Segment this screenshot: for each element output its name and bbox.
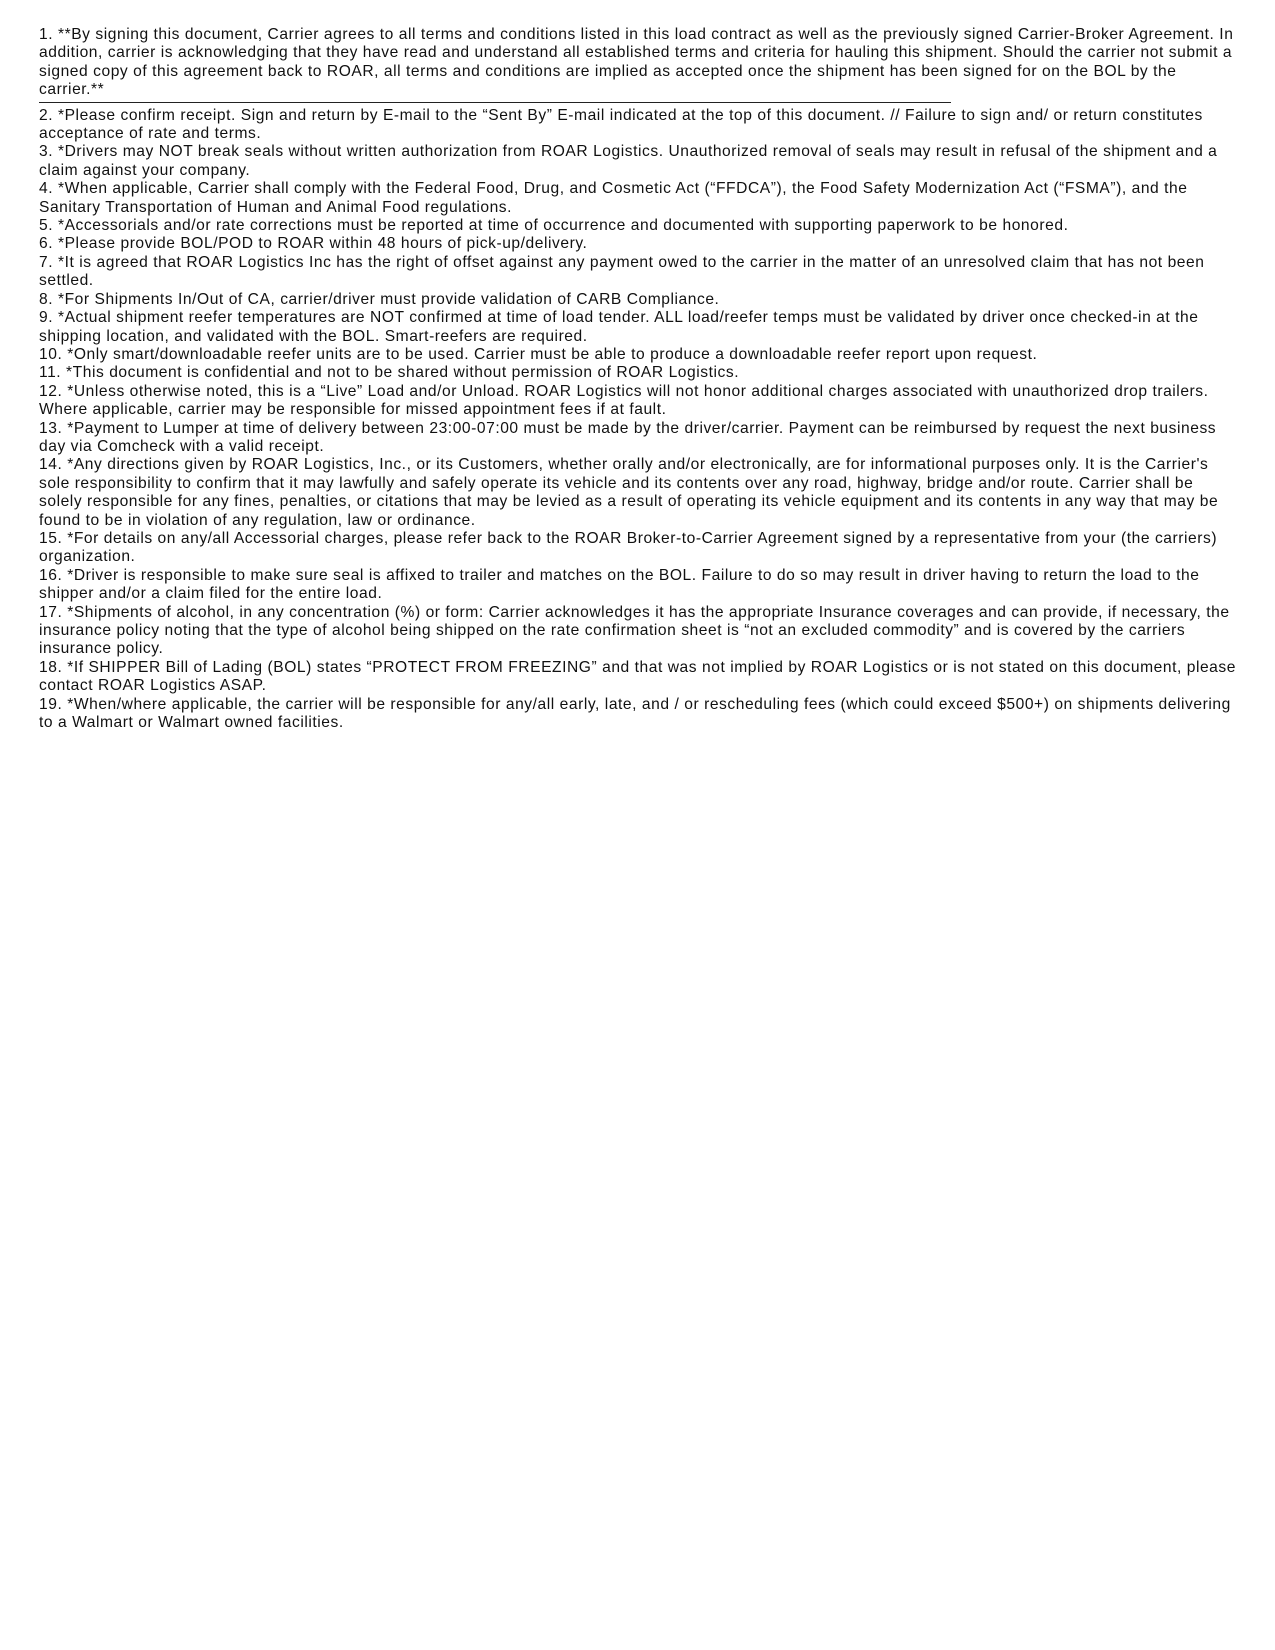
term-13: 13. *Payment to Lumper at time of delivery between 23:00-07:00 must be made by the driver/carrier. Payment can be reimbursed by request the next business day via Comcheck with a valid receipt. xyxy=(39,419,1217,455)
term-18: 18. *If SHIPPER Bill of Lading (BOL) states “PROTECT FROM FREEZING” and that was not implied by ROAR Logistics or is not stated on this document, please contact ROAR Logistics ASAP. xyxy=(39,658,1236,695)
signature-line xyxy=(39,102,951,103)
term-1: 1. **By signing this document, Carrier agrees to all terms and conditions listed in this load contract as well as the previously signed Carrier-Broker Agreement. In addition, carrier is acknowledging that they have read and understand all established terms and criteria for hauling this shipment. Should the carrier not submit a signed copy of this agreement back to ROAR, all terms and conditions are implied as accepted once the shipment has been signed for on the BOL by the carrier.** xyxy=(39,26,1234,99)
term-8: 8. *For Shipments In/Out of CA, carrier/driver must provide validation of CARB Compliance. xyxy=(39,290,720,308)
term-4: 4. *When applicable, Carrier shall comply with the Federal Food, Drug, and Cosmetic Act (“FFDCA”), the Food Safety Modernization Act (“FSMA”), and the Sanitary Transportation of Human and Animal Food regulations. xyxy=(39,180,1188,216)
term-6: 6. *Please provide BOL/POD to ROAR within 48 hours of pick-up/delivery. xyxy=(39,235,588,253)
term-19: 19. *When/where applicable, the carrier will be responsible for any/all early, late, and / or rescheduling fees (which could exceed $500+) on shipments delivering to a Walmart or Walmart owned facilities. xyxy=(39,695,1231,732)
term-12: 12. *Unless otherwise noted, this is a “Live” Load and/or Unload. ROAR Logistics will not honor additional charges associated with unauthorized drop trailers. Where applicable, carrier may be responsible for missed appointment fees if at fault. xyxy=(39,382,1209,419)
term-7: 7. *It is agreed that ROAR Logistics Inc has the right of offset against any payment owed to the carrier in the matter of an unresolved claim that has not been settled. xyxy=(39,253,1205,290)
term-10: 10. *Only smart/downloadable reefer units are to be used. Carrier must be able to produce a downloadable reefer report upon request. xyxy=(39,345,1038,363)
term-3: 3. *Drivers may NOT break seals without written authorization from ROAR Logistics. Unauthorized removal of seals may result in refusal of the shipment and a claim against your company. xyxy=(39,143,1218,179)
terms-document xyxy=(39,26,1239,732)
term-14: 14. *Any directions given by ROAR Logistics, Inc., or its Customers, whether orally and/or electronically, are for informational purposes only. It is the Carrier's sole responsibility to confirm that it may lawfully and safely operate its vehicle and its contents over any road, highway, bridge and/or route. Carrier shall be solely responsible for any fines, penalties, or citations that may be levied as a result of operating its vehicle equipment and its contents in any way that may be found to be in violation of any regulation, law or ordinance. xyxy=(39,456,1219,529)
term-5: 5. *Accessorials and/or rate corrections must be reported at time of occurrence and documented with supporting paperwork to be honored. xyxy=(39,217,1069,235)
term-16: 16. *Driver is responsible to make sure seal is affixed to trailer and matches on the BOL. Failure to do so may result in driver having to return the load to the shipper and/or a claim filed for the entire load. xyxy=(39,566,1200,603)
term-2: 2. *Please confirm receipt. Sign and return by E-mail to the “Sent By” E-mail indicated at the top of this document. // Failure to sign and/ or return constitutes acceptance of rate and terms. xyxy=(39,106,1203,143)
term-15: 15. *For details on any/all Accessorial charges, please refer back to the ROAR Broker-to-Carrier Agreement signed by a representative from your (the carriers) organization. xyxy=(39,529,1218,566)
term-9: 9. *Actual shipment reefer temperatures are NOT confirmed at time of load tender. ALL load/reefer temps must be validated by driver once checked-in at the shipping location, and validated with the BOL. Smart-reefers are required. xyxy=(39,309,1199,345)
term-11: 11. *This document is confidential and not to be shared without permission of ROAR Logistics. xyxy=(39,364,740,382)
term-17: 17. *Shipments of alcohol, in any concentration (%) or form: Carrier acknowledges it has the appropriate Insurance coverages and can provide, if necessary, the insurance policy noting that the type of alcohol being shipped on the rate confirmation sheet is “not an excluded commodity” and is covered by the carriers insurance policy. xyxy=(39,603,1230,658)
